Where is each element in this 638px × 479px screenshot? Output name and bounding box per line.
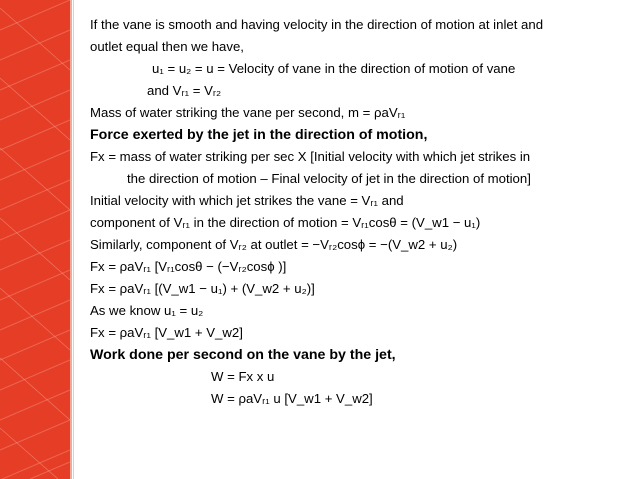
section-heading: Work done per second on the vane by the jet, bbox=[90, 347, 396, 363]
stripe-border-inner bbox=[73, 0, 74, 479]
equation-line: Similarly, component of Vᵣ₂ at outlet = −Vᵣ₂cosϕ = −(V_w2 + u₂) bbox=[90, 237, 458, 252]
text-line: Initial velocity with which jet strikes the vane = Vᵣ₁ and bbox=[90, 193, 404, 208]
equation-line: and Vᵣ₁ = Vᵣ₂ bbox=[147, 83, 222, 98]
equation-line: component of Vᵣ₁ in the direction of motion = Vᵣ₁cosθ = (V_w1 − u₁) bbox=[90, 215, 481, 230]
equation-line: As we know u₁ = u₂ bbox=[90, 303, 204, 318]
text-line: outlet equal then we have, bbox=[90, 39, 244, 54]
text-line: If the vane is smooth and having velocity in the direction of motion at inlet and bbox=[90, 17, 544, 32]
equation-line: Fx = ρaVᵣ₁ [Vᵣ₁cosθ − (−Vᵣ₂cosϕ )] bbox=[90, 259, 287, 274]
section-heading: Force exerted by the jet in the direction of motion, bbox=[90, 127, 428, 143]
stripe-pattern-decoration bbox=[0, 0, 70, 479]
equation-line: Fx = ρaVᵣ₁ [(V_w1 − u₁) + (V_w2 + u₂)] bbox=[90, 281, 315, 296]
equation-line: W = ρaVᵣ₁ u [V_w1 + V_w2] bbox=[211, 391, 373, 406]
text-line: Mass of water striking the vane per second, m = ρaVᵣ₁ bbox=[90, 105, 406, 120]
equation-line: u₁ = u₂ = u = Velocity of vane in the direction of motion of vane bbox=[152, 61, 516, 76]
equation-line: Fx = mass of water striking per sec X [Initial velocity with which jet strikes in bbox=[90, 149, 531, 164]
equation-line: the direction of motion – Final velocity of jet in the direction of motion] bbox=[127, 171, 531, 186]
slide-content bbox=[90, 14, 630, 410]
stripe-border bbox=[70, 0, 72, 479]
equation-line: Fx = ρaVᵣ₁ [V_w1 + V_w2] bbox=[90, 325, 243, 340]
equation-line: W = Fx x u bbox=[211, 369, 275, 384]
